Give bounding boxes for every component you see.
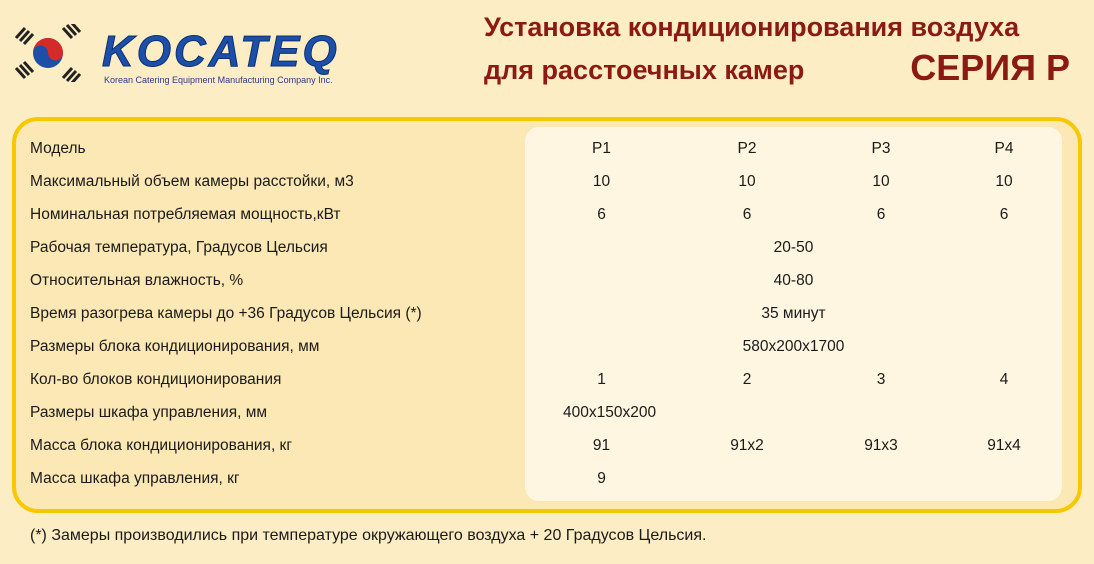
logo-wordmark: KOCATEQ — [102, 27, 340, 76]
page-title-line1: Установка кондиционирования воздуха — [484, 12, 1020, 42]
table-cell: 400х150х200 — [527, 398, 1060, 427]
korean-flag-icon — [12, 24, 84, 82]
row-label: Максимальный объем камеры расстойки, м3 — [30, 173, 354, 190]
table-cell: P3 — [818, 134, 944, 163]
logo-subtitle: Korean Catering Equipment Manufacturing Company Inc. — [104, 75, 333, 85]
table-cell: P4 — [947, 134, 1061, 163]
table-cell: 91х2 — [679, 431, 815, 460]
table-cell: 6 — [527, 200, 676, 229]
table-cell: P1 — [527, 134, 676, 163]
table-cell: 91х4 — [947, 431, 1061, 460]
row-label: Время разогрева камеры до +36 Градусов Цельсия (*) — [30, 305, 422, 322]
row-label: Рабочая температура, Градусов Цельсия — [30, 239, 328, 256]
row-label: Номинальная потребляемая мощность,кВт — [30, 206, 341, 223]
table-cell: 10 — [818, 167, 944, 196]
page-title-line2: для расстоечных камер — [484, 55, 805, 85]
table-cell: 91 — [527, 431, 676, 460]
table-cell: 4 — [947, 365, 1061, 394]
table-cell: P2 — [679, 134, 815, 163]
table-cell: 3 — [818, 365, 944, 394]
table-cell: 6 — [947, 200, 1061, 229]
table-cell: 2 — [679, 365, 815, 394]
row-label: Размеры блока кондиционирования, мм — [30, 338, 320, 355]
footnote: (*) Замеры производились при температуре окружающего воздуха + 20 Градусов Цельсия. — [30, 527, 707, 544]
row-label: Модель — [30, 140, 86, 157]
table-cell: 91х3 — [818, 431, 944, 460]
row-label: Кол-во блоков кондиционирования — [30, 371, 282, 388]
table-cell: 35 минут — [527, 299, 1060, 328]
kocateq-logo — [12, 18, 392, 88]
series-title: СЕРИЯ Р — [910, 47, 1070, 88]
row-label: Относительная влажность, % — [30, 272, 244, 289]
table-cell: 20-50 — [527, 233, 1060, 262]
table-cell: 40-80 — [527, 266, 1060, 295]
table-cell: 10 — [527, 167, 676, 196]
table-cell: 6 — [818, 200, 944, 229]
table-cell: 6 — [679, 200, 815, 229]
row-label: Размеры шкафа управления, мм — [30, 404, 268, 421]
table-cell: 10 — [947, 167, 1061, 196]
table-cell: 9 — [527, 464, 676, 493]
row-label: Масса блока кондиционирования, кг — [30, 437, 292, 454]
spec-labels — [30, 132, 422, 495]
table-cell: 1 — [527, 365, 676, 394]
row-label: Масса шкафа управления, кг — [30, 470, 240, 487]
table-cell: 10 — [679, 167, 815, 196]
table-cell: 580х200х1700 — [527, 332, 1060, 361]
